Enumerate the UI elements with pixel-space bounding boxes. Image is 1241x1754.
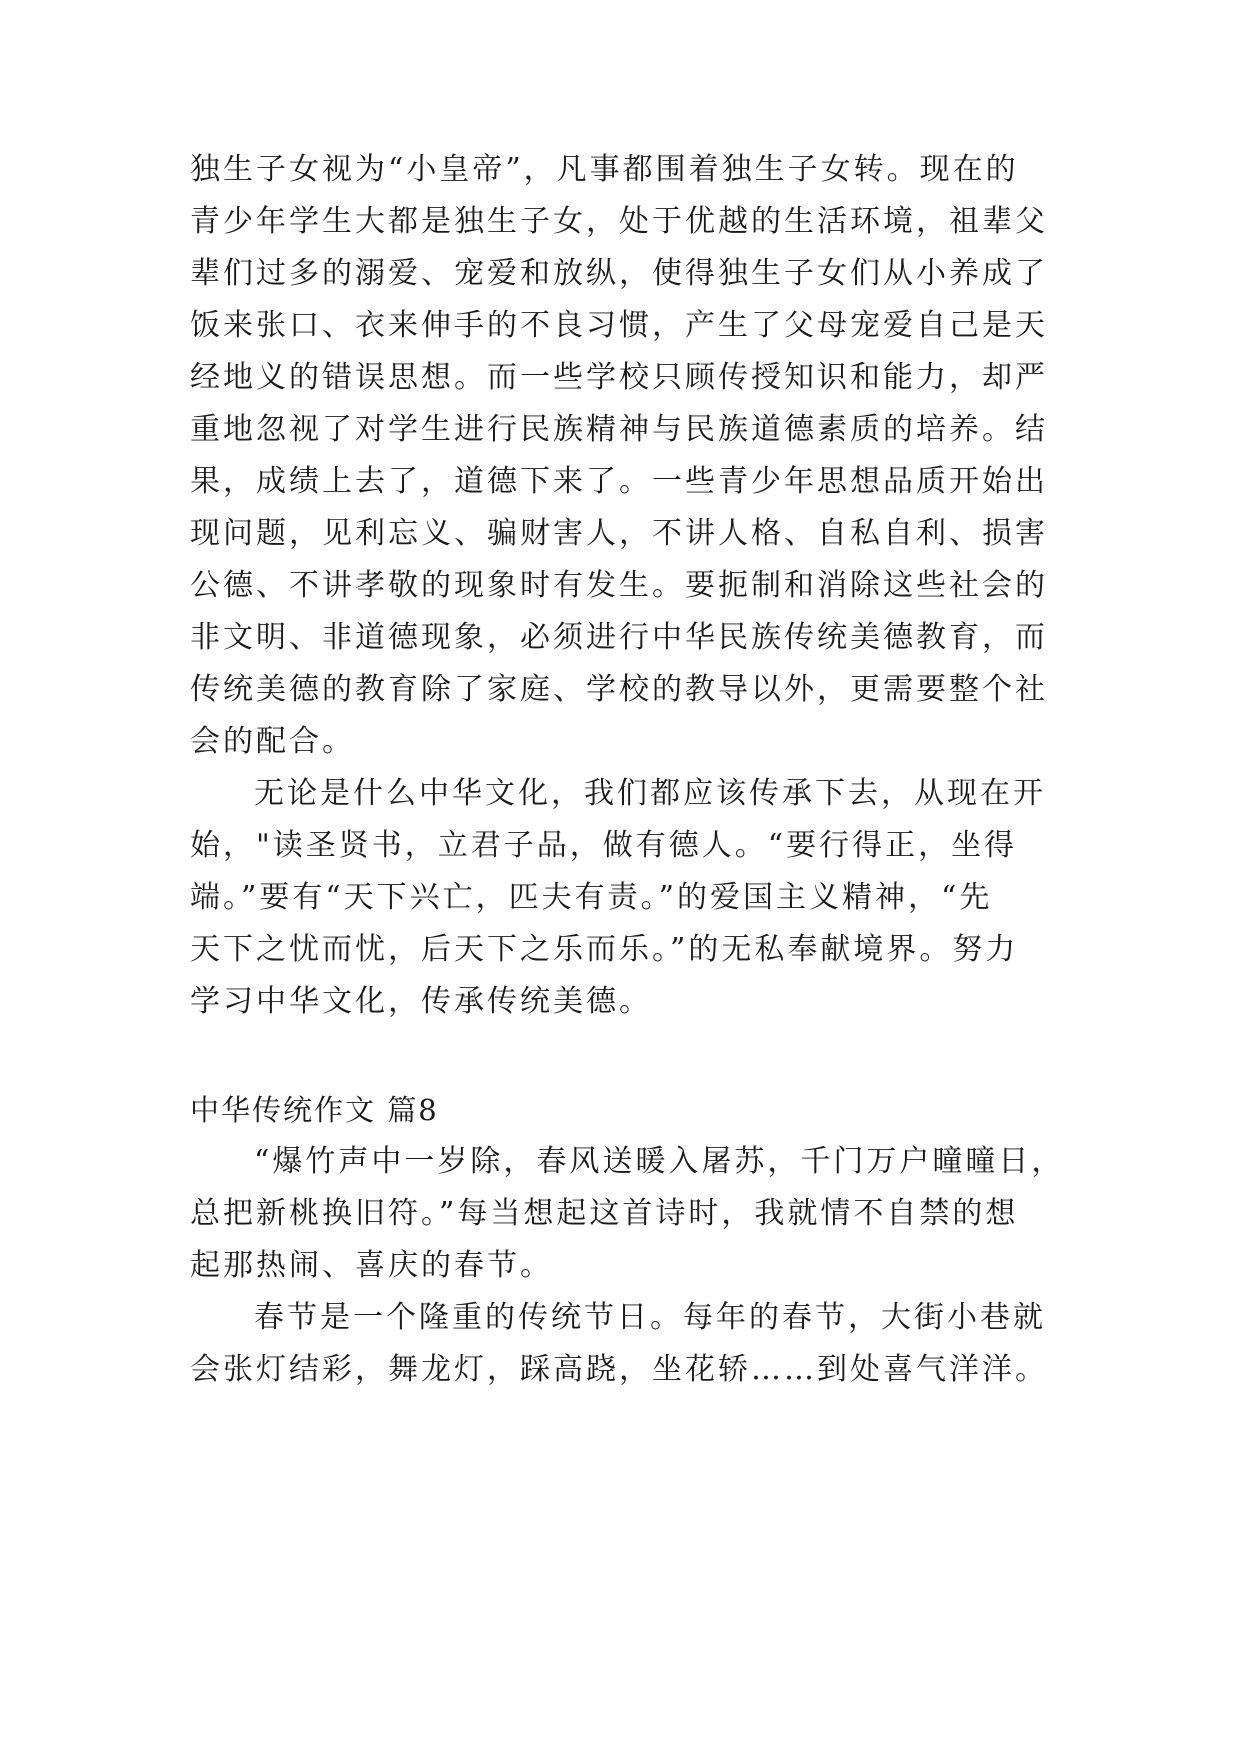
paragraph-line: 饭来张口、衣来伸手的不良习惯，产生了父母宠爱自己是天 xyxy=(190,308,1048,343)
paragraph-line: 会的配合。 xyxy=(190,724,355,759)
paragraph-line: 公德、不讲孝敬的现象时有发生。要扼制和消除这些社会的 xyxy=(190,568,1048,603)
paragraph-line: 经地义的错误思想。而一些学校只顾传授知识和能力，却严 xyxy=(190,360,1048,395)
paragraph-line: 辈们过多的溺爱、宠爱和放纵，使得独生子女们从小养成了 xyxy=(190,256,1048,291)
paragraph-line: 青少年学生大都是独生子女，处于优越的生活环境，祖辈父 xyxy=(190,204,1048,239)
paragraph-line: 天下之忧而忧，后天下之乐而乐。”的无私奉献境界。努力 xyxy=(190,932,1019,967)
paragraph-line: 重地忽视了对学生进行民族精神与民族道德素质的培养。结 xyxy=(190,412,1048,447)
paragraph-line: 无论是什么中华文化，我们都应该传承下去，从现在开 xyxy=(254,776,1046,811)
paragraph-line: 非文明、非道德现象，必须进行中华民族传统美德教育，而 xyxy=(190,620,1048,655)
paragraph-line: 独生子女视为“小皇帝”，凡事都围着独生子女转。现在的 xyxy=(190,152,1019,187)
paragraph-line: 端。”要有“天下兴亡，匹夫有责。”的爱国主义精神，“先 xyxy=(190,880,993,915)
paragraph-line: 传统美德的教育除了家庭、学校的教导以外，更需要整个社 xyxy=(190,672,1048,707)
paragraph-line: 总把新桃换旧符。”每当想起这首诗时，我就情不自禁的想 xyxy=(190,1196,1019,1231)
paragraph-line: “爆竹声中一岁除，春风送暖入屠苏，千门万户曈曈日， xyxy=(254,1144,1065,1179)
paragraph-line: 会张灯结彩，舞龙灯，踩高跷，坐花轿……到处喜气洋洋。 xyxy=(190,1352,1048,1387)
paragraph-line: 果，成绩上去了，道德下来了。一些青少年思想品质开始出 xyxy=(190,464,1048,499)
section-heading: 中华传统作文 篇8 xyxy=(190,1093,439,1127)
paragraph-line: 起那热闹、喜庆的春节。 xyxy=(190,1248,553,1283)
paragraph-line: 现问题，见利忘义、骗财害人，不讲人格、自私自利、损害 xyxy=(190,516,1048,551)
paragraph-line: 始，"读圣贤书，立君子品，做有德人。“要行得正，坐得 xyxy=(190,828,1018,863)
paragraph-line: 学习中华文化，传承传统美德。 xyxy=(190,984,652,1019)
paragraph-line: 春节是一个隆重的传统节日。每年的春节，大街小巷就 xyxy=(254,1300,1046,1335)
